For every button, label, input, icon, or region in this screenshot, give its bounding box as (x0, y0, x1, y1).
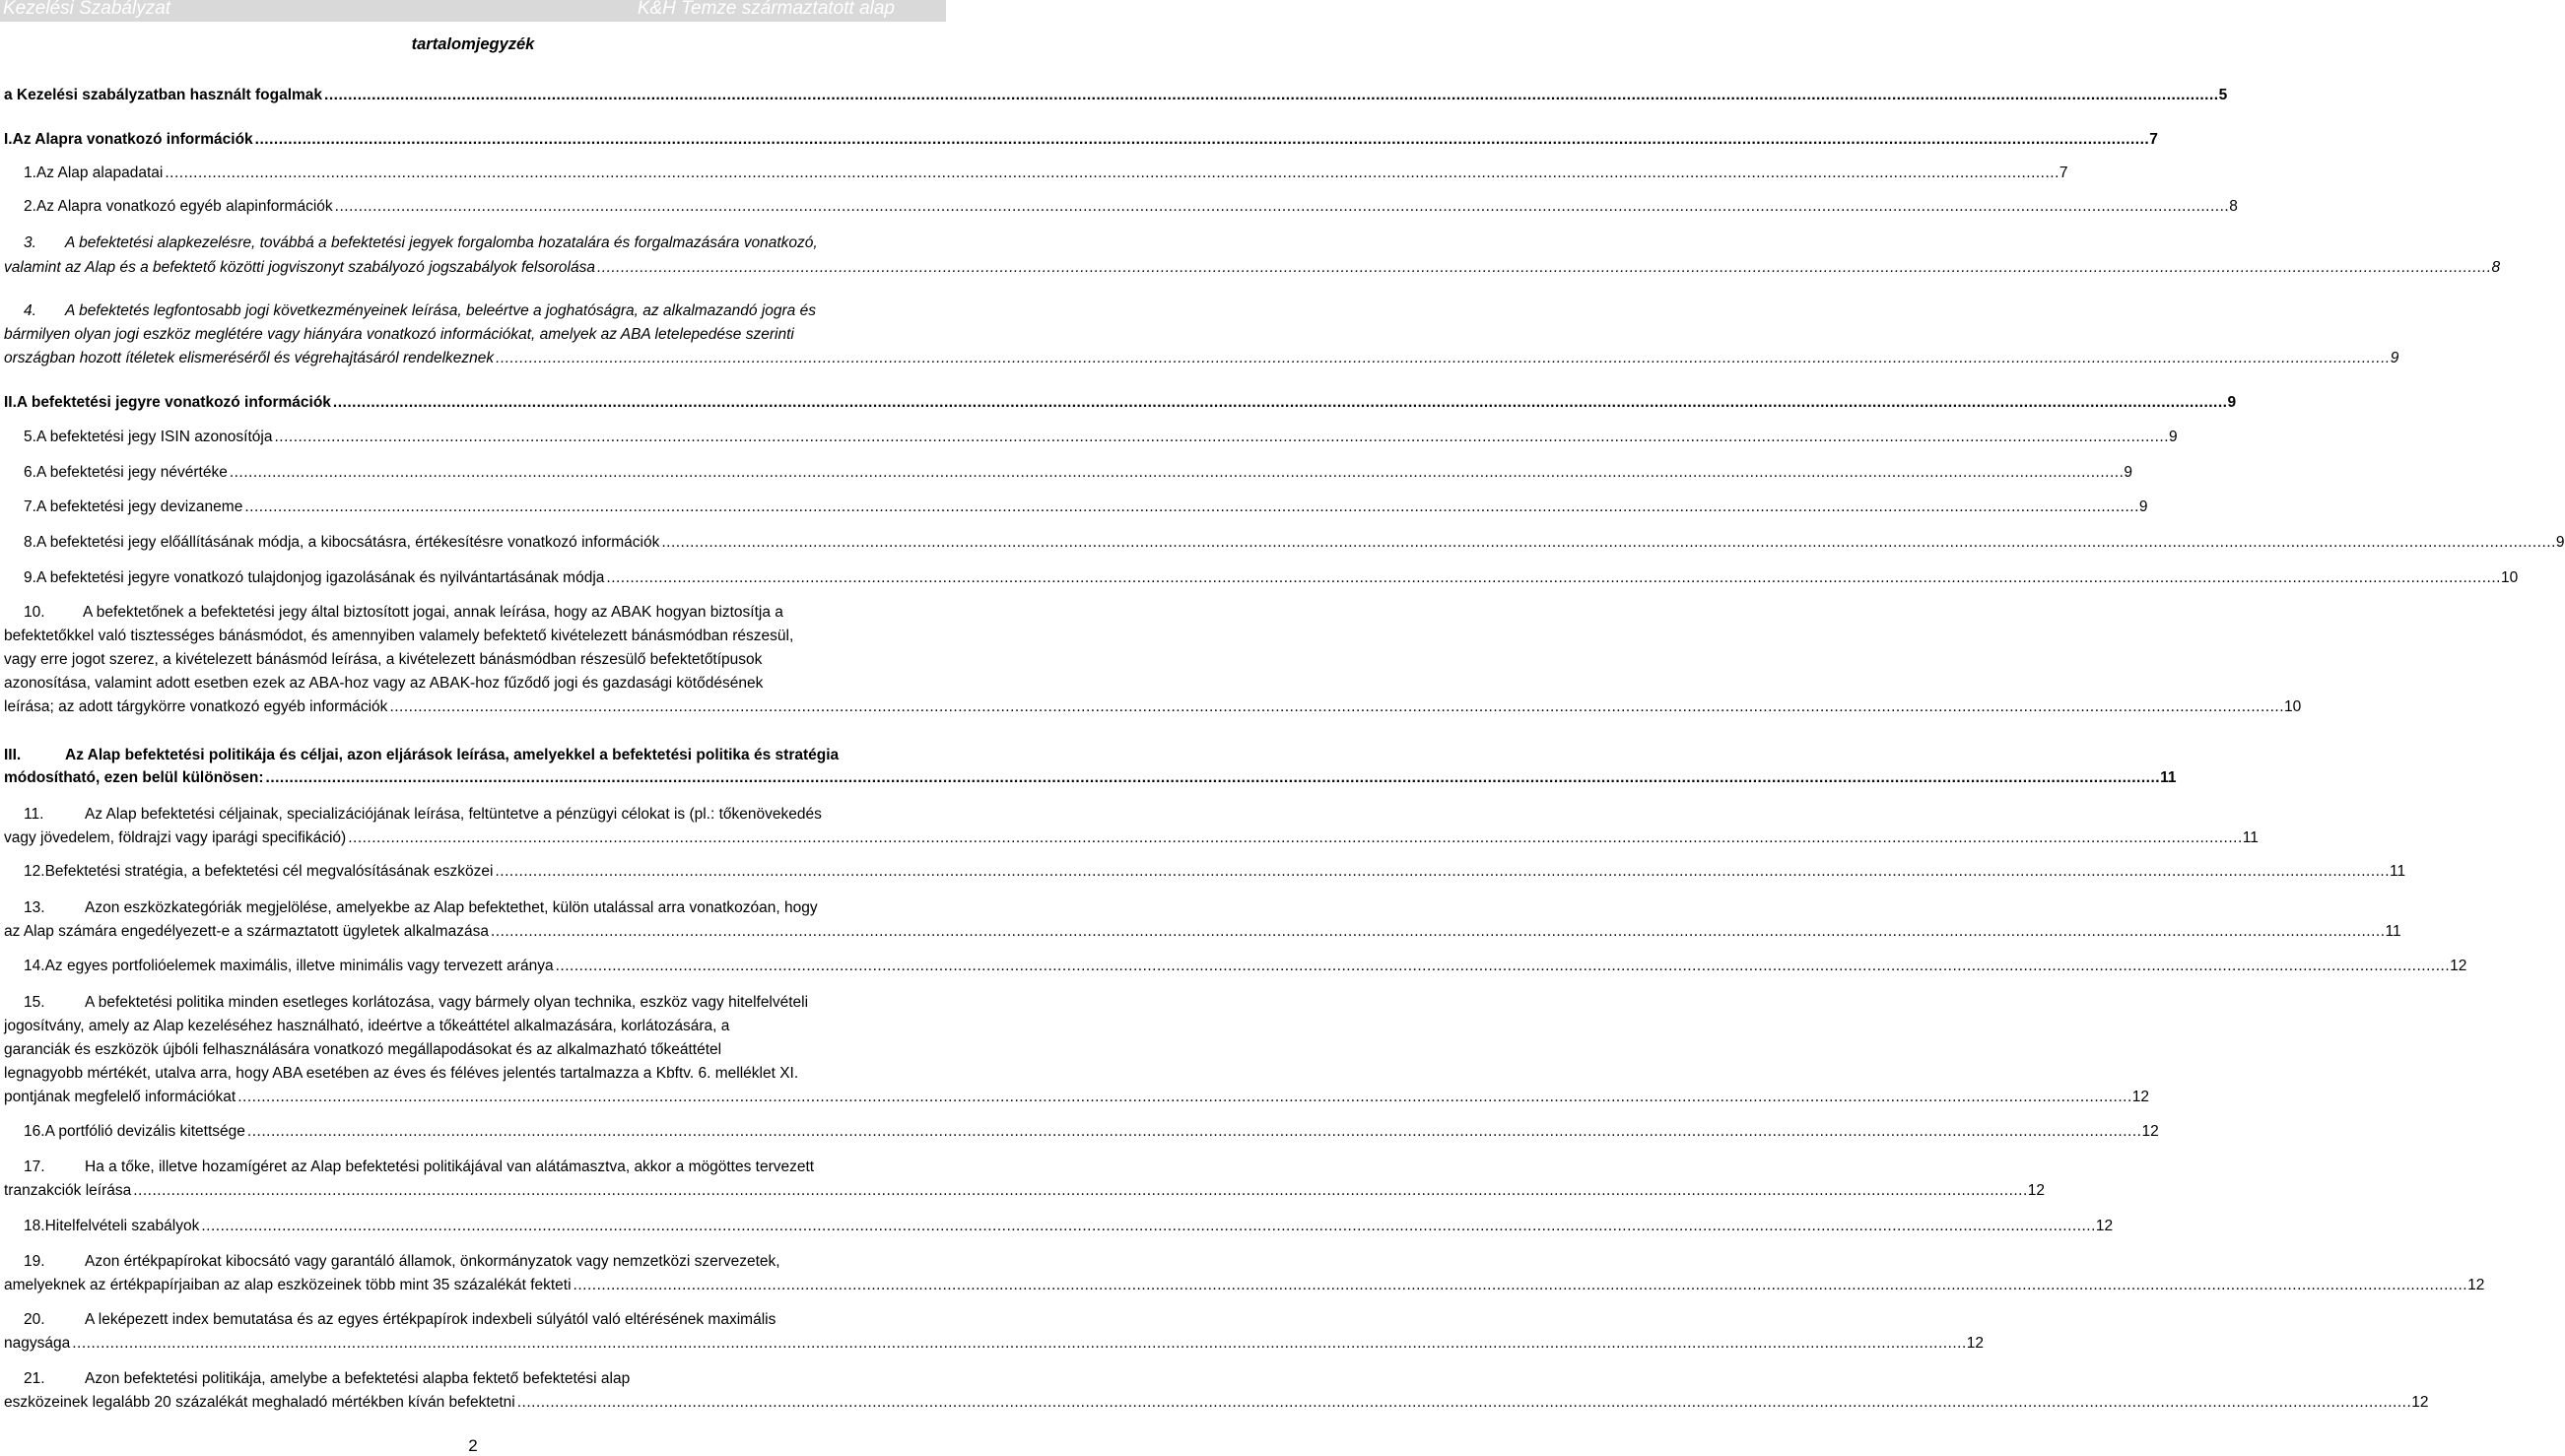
toc-entry-text: Az Alapra vonatkozó információk (12, 131, 253, 148)
toc-page-number: 9 (2169, 429, 2178, 445)
toc-entry-text: vagy erre jogot szerez, a kivételezett bánásmód leírása, a kivételezett bánásmódban részesülő befektetőtípusok (4, 651, 763, 668)
toc-entry-text: A befektetés legfontosabb jogi következményeinek leírása, beleértve a joghatóságra, az alkalmazandó jogra és (65, 302, 816, 319)
toc-entry-text: Ha a tőke, illetve hozamígéret az Alap befektetési politikájával van alátámasztva, akkor a mögöttes tervezett (85, 1158, 815, 1175)
toc-entry-text: Az egyes portfolióelemek maximális, illetve minimális vagy tervezett aránya (44, 958, 554, 974)
toc-entry-text: A portfólió devizális kitettsége (44, 1123, 245, 1140)
toc-page-number: 10 (2284, 698, 2302, 715)
toc-leader-dots: ................................................................................................................................................................................................................................................................................................................................................................................................................ (516, 1394, 2412, 1411)
toc-page-number: 12 (2131, 1089, 2150, 1105)
toc-entry-text: Befektetési stratégia, a befektetési cél megvalósításának eszközei (44, 863, 494, 880)
toc-entry-number: 17. (24, 1158, 45, 1175)
toc-entry-text: az Alap számára engedélyezett-e a származtatott ügyletek alkalmazása (4, 923, 489, 940)
toc-page-number: 8 (2491, 259, 2501, 276)
toc-entry-text: Az Alap befektetési politikája és céljai, azon eljárások leírása, amelyekkel a befektetési politika és stratégia (65, 747, 840, 763)
toc-page-number: 12 (2141, 1123, 2159, 1140)
toc-entry-text: A befektetési jegyre vonatkozó tulajdonjog igazolásának és nyilvántartásának módja (35, 569, 605, 586)
toc-page-number: 9 (2138, 498, 2148, 515)
toc-entry-text: Az Alap alapadatai (35, 165, 164, 181)
toc-entry-text: vagy jövedelem, földrajzi vagy iparági specifikáció) (4, 829, 347, 846)
toc-leader-dots: ................................................................................................................................................................................................................................................................................................................................................................................................................ (573, 1277, 2468, 1293)
toc-leader-dots: ................................................................................................................................................................................................................................................................................................................................................................................................................ (332, 394, 2228, 411)
toc-entry-text: amelyeknek az értékpapírjaiban az alap eszközeinek több mint 35 százalékát fekteti (4, 1277, 572, 1293)
toc-entry-text: A befektetési jegy ISIN azonosítója (35, 429, 273, 445)
toc-page-number: 12 (2095, 1218, 2114, 1234)
toc-title: tartalomjegyzék (411, 35, 535, 53)
toc-page-number: 11 (2242, 829, 2259, 846)
toc-page-number: 7 (2059, 165, 2068, 181)
header-right-title: K&H Temze származtatott alap (637, 0, 895, 19)
toc-entry-text: Azon értékpapírokat kibocsátó vagy garantáló államok, önkormányzatok vagy nemzetközi szervezetek, (85, 1253, 780, 1270)
toc-entry-text: valamint az Alap és a befektető közötti jogviszonyt szabályozó jogszabályok felsorolása (4, 259, 595, 276)
toc-entry-text: legnagyobb mértékét, utalva arra, hogy ABA esetében az éves és féléves jelentés tartalmazza a Kbftv. 6. melléklet XI. (4, 1065, 799, 1082)
toc-entry-number: 5. (24, 429, 36, 445)
toc-entry-text: országban hozott ítéletek elismeréséről és végrehajtásáról rendelkeznek (4, 350, 495, 366)
toc-entry-number: 15. (24, 994, 45, 1011)
toc-leader-dots: ................................................................................................................................................................................................................................................................................................................................................................................................................ (596, 259, 2492, 276)
toc-entry-number: II. (4, 394, 17, 411)
header-left-title: Kezelési Szabályzat (3, 0, 171, 19)
toc-page-number: 11 (2160, 769, 2177, 786)
toc-leader-dots: ................................................................................................................................................................................................................................................................................................................................................................................................................ (495, 863, 2391, 880)
toc-leader-dots: ................................................................................................................................................................................................................................................................................................................................................................................................................ (324, 87, 2219, 103)
toc-entry-text: azonosítása, valamint adott esetben ezek az ABA-hoz vagy az ABAK-hoz fűződő jogi és gazdasági kötődésének (4, 675, 764, 692)
toc-entry-number: 1. (24, 165, 36, 181)
toc-entry-number: 21. (24, 1370, 45, 1387)
toc-leader-dots: ................................................................................................................................................................................................................................................................................................................................................................................................................ (348, 829, 2243, 846)
toc-page-number: 11 (2385, 923, 2401, 940)
toc-entry-number: 7. (24, 498, 36, 515)
toc-page-number: 9 (2227, 394, 2237, 411)
toc-entry-text: Azon befektetési politikája, amelybe a befektetési alapba fektető befektetési alap (85, 1370, 631, 1387)
page-number: 2 (468, 1436, 478, 1455)
toc-leader-dots: ................................................................................................................................................................................................................................................................................................................................................................................................................ (229, 464, 2125, 481)
toc-entry-number: III. (4, 747, 22, 763)
toc-page-number: 12 (2411, 1394, 2429, 1411)
toc-entry-text: A leképezett index bemutatása és az egyes értékpapírok indexbeli súlyától való eltérésének maximális (85, 1311, 776, 1328)
toc-leader-dots: ................................................................................................................................................................................................................................................................................................................................................................................................................ (389, 698, 2284, 715)
toc-entry-number: 14. (24, 958, 45, 974)
toc-page-number: 12 (2450, 958, 2467, 974)
toc-entry-text: eszközeinek legalább 20 százalékát meghaladó mértékben kíván befektetni (4, 1394, 515, 1411)
toc-leader-dots: ................................................................................................................................................................................................................................................................................................................................................................................................................ (254, 131, 2150, 148)
toc-entry-number: 19. (24, 1253, 45, 1270)
toc-leader-dots: ................................................................................................................................................................................................................................................................................................................................................................................................................ (201, 1218, 2096, 1234)
toc-entry-text: bármilyen olyan jogi eszköz meglétére vagy hiányára vonatkozó információkat, amelyek az ABA letelepedése szerinti (4, 326, 794, 343)
toc-entry-number: 6. (24, 464, 36, 481)
toc-entry-number: 20. (24, 1311, 45, 1328)
toc-entry-text: A befektetési jegy előállításának módja, a kibocsátásra, értékesítésre vonatkozó információk (35, 534, 660, 551)
toc-entry-text: Azon eszközkategóriák megjelölése, amelyekbe az Alap befektethet, külön utalással arra vonatkozóan, hogy (85, 899, 818, 916)
toc-entry-number: 2. (24, 198, 36, 215)
toc-leader-dots: ................................................................................................................................................................................................................................................................................................................................................................................................................ (496, 350, 2391, 366)
toc-entry-text: nagysága (4, 1335, 71, 1352)
toc-leader-dots: ................................................................................................................................................................................................................................................................................................................................................................................................................ (490, 923, 2386, 940)
toc-entry-number: 16. (24, 1123, 45, 1140)
toc-leader-dots: ................................................................................................................................................................................................................................................................................................................................................................................................................ (244, 498, 2139, 515)
toc-entry-number: 4. (24, 302, 36, 319)
toc-leader-dots: ................................................................................................................................................................................................................................................................................................................................................................................................................ (165, 165, 2059, 181)
toc-leader-dots: ................................................................................................................................................................................................................................................................................................................................................................................................................ (334, 198, 2230, 215)
toc-page-number: 12 (2467, 1277, 2485, 1293)
toc-leader-dots: ................................................................................................................................................................................................................................................................................................................................................................................................................ (265, 769, 2161, 786)
toc-page-number: 5 (2218, 87, 2228, 103)
toc-entry-text: Az Alap befektetési céljainak, specializációjának leírása, feltüntetve a pénzügyi célokat is (pl.: tőkenövekedés (85, 806, 822, 823)
toc-leader-dots: ................................................................................................................................................................................................................................................................................................................................................................................................................ (237, 1089, 2132, 1105)
toc-entry-text: tranzakciók leírása (4, 1182, 132, 1199)
toc-entry-text: befektetőkkel való tisztességes bánásmódot, és amennyiben valamely befektető kivételezett bánásmódban részesül, (4, 628, 794, 644)
toc-leader-dots: ................................................................................................................................................................................................................................................................................................................................................................................................................ (555, 958, 2451, 974)
toc-leader-dots: ................................................................................................................................................................................................................................................................................................................................................................................................................ (133, 1182, 2028, 1199)
toc-page-number: 12 (1966, 1335, 1985, 1352)
toc-leader-dots: ................................................................................................................................................................................................................................................................................................................................................................................................................ (246, 1123, 2142, 1140)
page-header (0, 0, 946, 22)
toc-page-number: 8 (2229, 198, 2238, 215)
toc-entry-text: garanciák és eszközök újbóli felhasználására vonatkozó megállapodásokat és az alkalmazható tőkeáttétel (4, 1041, 722, 1058)
toc-entry-text: Hitelfelvételi szabályok (44, 1218, 200, 1234)
toc-entry-number: 9. (24, 569, 36, 586)
toc-entry-number: 10. (24, 604, 45, 621)
toc-entry-text: A befektetési politika minden esetleges korlátozása, vagy bármely olyan technika, eszköz vagy hitelfelvételi (85, 994, 809, 1011)
toc-entry-text: A befektetési jegy névértéke (35, 464, 228, 481)
toc-page-number: 7 (2149, 131, 2158, 148)
toc-page-number: 9 (2124, 464, 2132, 481)
toc-entry-text: A befektetőnek a befektetési jegy által biztosított jogai, annak leírása, hogy az ABAK hogyan biztosítja a (83, 604, 783, 621)
toc-entry-number: 11. (24, 806, 44, 823)
toc-entry-number: I. (4, 131, 13, 148)
toc-entry-text: a Kezelési szabályzatban használt fogalmak (4, 87, 323, 103)
toc-entry-text: Az Alapra vonatkozó egyéb alapinformációk (35, 198, 333, 215)
toc-page-number: 10 (2500, 569, 2519, 586)
toc-entry-text: leírása; az adott tárgykörre vonatkozó egyéb információk (4, 698, 388, 715)
toc-entry-number: 18. (24, 1218, 45, 1234)
toc-entry-text: A befektetési alapkezelésre, továbbá a befektetési jegyek forgalomba hozatalára és forgalmazására vonatkozó, (65, 234, 818, 251)
toc-leader-dots: ................................................................................................................................................................................................................................................................................................................................................................................................................ (661, 534, 2556, 551)
toc-entry-text: A befektetési jegyre vonatkozó információk (16, 394, 331, 411)
toc-leader-dots: ................................................................................................................................................................................................................................................................................................................................................................................................................ (606, 569, 2501, 586)
toc-entry-text: pontjának megfelelő információkat (4, 1089, 236, 1105)
toc-page-number: 9 (2555, 534, 2565, 551)
toc-leader-dots: ................................................................................................................................................................................................................................................................................................................................................................................................................ (72, 1335, 1967, 1352)
toc-entry-number: 8. (24, 534, 36, 551)
toc-leader-dots: ................................................................................................................................................................................................................................................................................................................................................................................................................ (274, 429, 2170, 445)
toc-entry-number: 3. (24, 234, 36, 251)
toc-page-number: 11 (2390, 863, 2406, 880)
toc-entry-text: módosítható, ezen belül különösen: (4, 769, 264, 786)
toc-entry-text: jogosítvány, amely az Alap kezeléséhez használható, ideértve a tőkeáttétel alkalmazására, korlátozására, a (4, 1018, 730, 1034)
toc-entry-number: 12. (24, 863, 45, 880)
toc-entry-number: 13. (24, 899, 45, 916)
toc-page-number: 9 (2390, 350, 2399, 366)
toc-page-number: 12 (2027, 1182, 2046, 1199)
toc-entry-text: A befektetési jegy devizaneme (35, 498, 243, 515)
